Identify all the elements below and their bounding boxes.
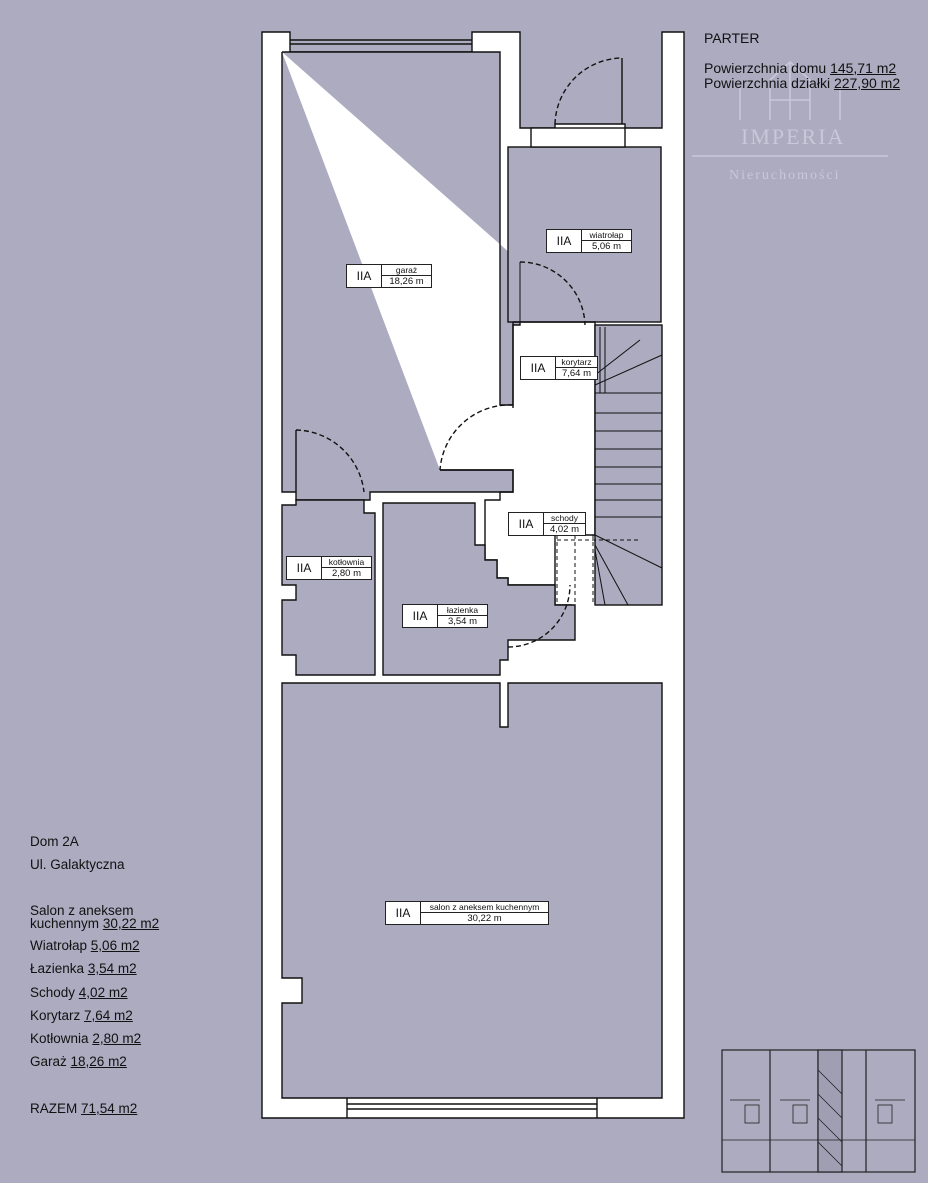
boiler-room — [282, 500, 375, 675]
room-area: 5,06 m — [591, 241, 622, 252]
room-name: garaż — [382, 265, 431, 276]
legend-value: 3,54 m2 — [87, 961, 137, 976]
legend-vestibule — [30, 938, 140, 953]
room-tag-garage — [346, 264, 432, 288]
plot-area — [704, 75, 900, 91]
legend-boiler — [30, 1031, 141, 1046]
watermark-sub: Nieruchomości — [729, 168, 841, 183]
room-tag-stairs — [508, 512, 586, 536]
plot-area-label: Powierzchnia działki — [704, 75, 831, 91]
room-code: IIA — [347, 265, 382, 287]
legend-label: Kotłownia — [30, 1031, 89, 1046]
room-area: 2,80 m — [331, 568, 362, 579]
room-code: IIA — [287, 557, 322, 579]
legend-salon-line2 — [30, 916, 159, 931]
house-area-value: 145,71 m2 — [830, 60, 897, 76]
legend-corridor — [30, 1008, 133, 1023]
room-tag-boiler — [286, 556, 372, 580]
room-code: IIA — [547, 230, 582, 252]
legend-label: Schody — [30, 985, 76, 1000]
legend-value: 7,64 m2 — [84, 1008, 133, 1023]
room-tag-vestibule — [546, 229, 632, 253]
house-area — [704, 60, 896, 76]
room-area: 3,54 m — [447, 616, 478, 627]
legend-label: Łazienka — [30, 961, 85, 976]
legend-total — [30, 1101, 137, 1116]
area-legend — [30, 0, 230, 1183]
house-name: Dom 2A — [30, 834, 79, 849]
room-name: kotłownia — [322, 557, 371, 568]
site-key-plan — [722, 1050, 915, 1172]
legend-label: Wiatrołap — [30, 938, 88, 953]
legend-garage — [30, 1054, 127, 1069]
room-name: korytarz — [556, 357, 597, 368]
room-name: wiatrołap — [582, 230, 631, 241]
room-area: 4,02 m — [549, 524, 580, 535]
plot-area-value: 227,90 m2 — [833, 75, 901, 91]
legend-label: Korytarz — [30, 1008, 81, 1023]
room-area: 30,22 m — [467, 913, 502, 924]
floor-title: PARTER — [704, 30, 760, 46]
room-tag-bathroom — [402, 604, 488, 628]
living-room — [282, 683, 662, 1098]
room-code: IIA — [521, 357, 556, 379]
house-area-label: Powierzchnia domu — [704, 60, 827, 76]
room-tag-living — [385, 901, 549, 925]
legend-salon-line1: Salon z aneksem — [30, 903, 134, 918]
room-name: schody — [544, 513, 585, 524]
legend-stairs — [30, 985, 128, 1000]
legend-value: 2,80 m2 — [92, 1031, 142, 1046]
legend-value: 5,06 m2 — [90, 938, 140, 953]
legend-bathroom — [30, 961, 137, 976]
legend-total-label: RAZEM — [30, 1101, 78, 1116]
street-name: Ul. Galaktyczna — [30, 857, 125, 872]
watermark-brand: IMPERIA — [741, 124, 846, 149]
room-code: IIA — [386, 902, 421, 924]
room-area: 7,64 m — [561, 368, 592, 379]
legend-value: 4,02 m2 — [78, 985, 128, 1000]
legend-total-value: 71,54 m2 — [81, 1101, 138, 1116]
legend-salon-value: 30,22 m2 — [102, 916, 160, 931]
legend-salon-label: kuchennym — [30, 916, 100, 931]
room-name: salon z aneksem kuchennym — [421, 902, 548, 913]
room-code: IIA — [509, 513, 544, 535]
room-code: IIA — [403, 605, 438, 627]
legend-label: Garaż — [30, 1054, 67, 1069]
room-tag-corridor — [520, 356, 598, 380]
legend-value: 18,26 m2 — [70, 1054, 127, 1069]
room-name: łazienka — [438, 605, 487, 616]
room-area: 18,26 m — [389, 276, 424, 287]
